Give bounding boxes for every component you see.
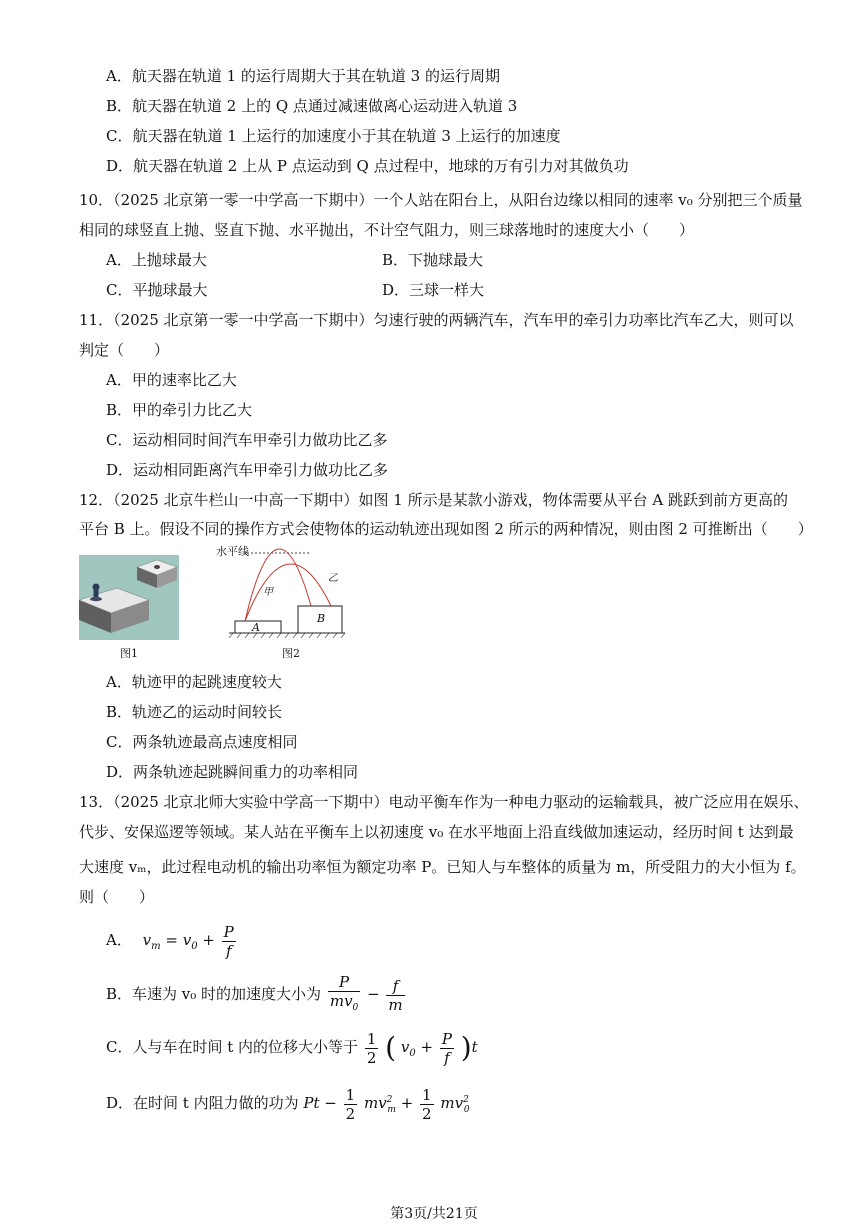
q12-figure2-platform-b-label: B: [317, 612, 326, 625]
fraction-p-over-mv0: $\frac{P}{mv_0}$: [329, 973, 359, 1013]
q10-option-c: C．平抛球最大: [106, 281, 208, 299]
q11-option-b: B．甲的牵引力比乙大: [106, 401, 253, 419]
q10-option-b: B．下抛球最大: [382, 251, 484, 269]
q12-option-a: A．轨迹甲的起跳速度较大: [106, 673, 282, 691]
q12-figure1-game: [79, 555, 179, 640]
q12-figure2-yi-label: 乙: [328, 573, 338, 584]
q12-stem-line1: 12．（2025 北京牛栏山一中高一下期中）如图 1 所示是某款小游戏，物体需要从平台 A 跳跃到前方更高的: [79, 491, 788, 509]
q11-stem-line1: 11．（2025 北京第一零一中学高一下期中）匀速行驶的两辆汽车，汽车甲的牵引力功率比汽车乙大，则可以: [79, 311, 794, 329]
page-footer: 第3页/共21页: [390, 1206, 478, 1222]
q12-option-b: B．轨迹乙的运动时间较长: [106, 703, 283, 721]
q13-option-d: D．在时间 t 内阻力做的功为 Pt − $\frac{1}{2}$ $mv^2_m$ + $\frac{1}{2}$ $mv^2_0$: [106, 1085, 470, 1123]
q12-figure2-caption: 图2: [282, 647, 300, 660]
q9-option-b: B．航天器在轨道 2 上的 Q 点通过减速做离心运动进入轨道 3: [106, 97, 518, 115]
q9-option-c: C．航天器在轨道 1 上运行的加速度小于其在轨道 3 上运行的加速度: [106, 127, 561, 145]
q13-stem-line1: 13．（2025 北京北师大实验中学高一下期中）电动平衡车作为一种电力驱动的运输载具，被广泛应用在娱乐、: [79, 793, 809, 811]
q13-option-c: C．人与车在时间 t 内的位移大小等于 $\frac{1}{2}$ ( $v_0$ + $\frac{P}{f}$ )t: [106, 1029, 478, 1067]
fraction-f-over-m: $\frac{f}{m}$: [388, 976, 403, 1014]
q12-figure1-caption: 图1: [120, 647, 138, 660]
q12-option-c: C．两条轨迹最高点速度相同: [106, 733, 298, 751]
q10-option-a: A．上抛球最大: [106, 251, 207, 269]
q12-figure2-platform-a-label: A: [252, 621, 260, 634]
q11-option-c: C．运动相同时间汽车甲牵引力做功比乙多: [106, 431, 388, 449]
q9-option-d: D．航天器在轨道 2 上从 P 点运动到 Q 点过程中，地球的万有引力对其做负功: [106, 157, 629, 175]
q11-stem-line2: 判定（ ）: [79, 341, 170, 359]
q13-stem-line2: 代步、安保巡逻等领域。某人站在平衡车上以初速度 v₀ 在水平地面上沿直线做加速运动，经历时间 t 达到最: [79, 823, 794, 841]
q13-stem-line4: 则（ ）: [79, 888, 155, 906]
q11-option-a: A．甲的速率比乙大: [106, 371, 237, 389]
q11-option-d: D．运动相同距离汽车甲牵引力做功比乙多: [106, 461, 389, 479]
fraction-one-half: $\frac{1}{2}$: [366, 1029, 377, 1067]
fraction-one-half-d2: $\frac{1}{2}$: [422, 1085, 432, 1123]
q13-option-a: A． $v_m = v_0$ + $\frac{P}{f}$: [106, 922, 234, 960]
q10-stem-line2: 相同的球竖直上抛、竖直下抛、水平抛出，不计空气阻力，则三球落地时的速度大小（ ）: [79, 221, 695, 239]
q12-option-d: D．两条轨迹起跳瞬间重力的功率相同: [106, 763, 359, 781]
q12-stem-line2: 平台 B 上。假设不同的操作方式会使物体的运动轨迹出现如图 2 所示的两种情况，则由图 2 可推断出（ ）: [79, 520, 813, 538]
fraction-p-over-f: $\frac{P}{f}$: [223, 922, 234, 960]
formula-vm: $v_m = v_0$ +: [142, 931, 220, 952]
q12-figure2-jia-label: 甲: [263, 587, 273, 598]
fraction-p-over-f-c: $\frac{P}{f}$: [441, 1029, 452, 1067]
q10-stem-line1: 10．（2025 北京第一零一中学高一下期中）一个人站在阳台上，从阳台边缘以相同的速率 v₀ 分别把三个质量: [79, 191, 803, 209]
q10-option-d: D．三球一样大: [382, 281, 485, 299]
fraction-one-half-d1: $\frac{1}{2}$: [345, 1085, 356, 1123]
q9-option-a: A．航天器在轨道 1 的运行周期大于其在轨道 3 的运行周期: [106, 67, 500, 85]
q12-figure2-horizontal-label: 水平线: [216, 545, 249, 558]
q13-stem-line3: 大速度 vₘ，此过程电动机的输出功率恒为额定功率 P。已知人与车整体的质量为 m，所受阻力的大小恒为 f。: [79, 858, 806, 876]
q13-option-b: B．车速为 v₀ 时的加速度大小为 $\frac{P}{mv_0}$ − $\frac{f}{m}$: [106, 973, 407, 1017]
